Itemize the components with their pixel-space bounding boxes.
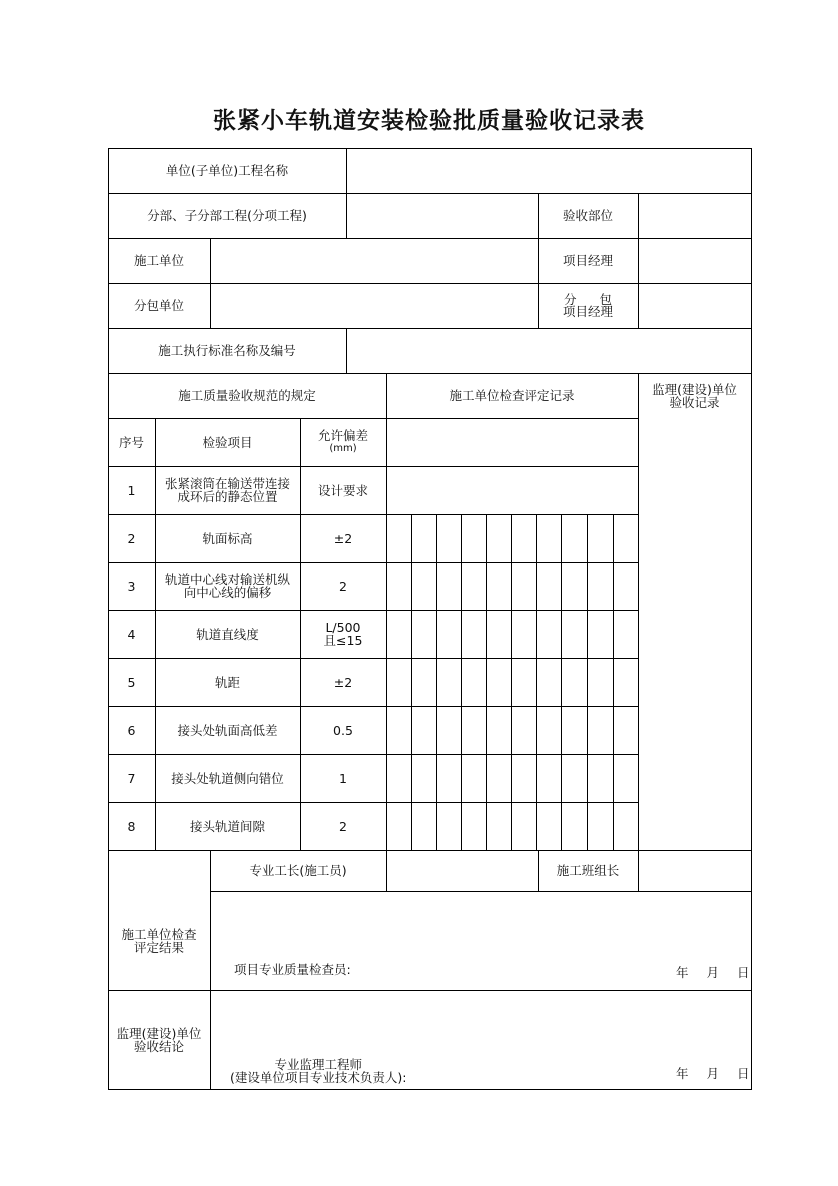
grid-line (538, 850, 539, 891)
row-item: 接头处轨面高低差 (177, 722, 278, 738)
row-tolerance: 2 (339, 818, 347, 834)
acceptance-part-label: 验收部位 (562, 208, 613, 223)
inspection-date (676, 963, 750, 981)
engineer-label: 专业监理工程师 (建设单位项目专业技术负责人): (230, 1057, 407, 1085)
check-record-label: 施工单位检查评定记录 (449, 388, 575, 403)
grid-line (108, 283, 751, 284)
grid-line (108, 193, 751, 194)
grid-line (210, 238, 211, 328)
grid-line (461, 514, 462, 850)
row-item: 轨道直线度 (196, 626, 259, 642)
grid-line (346, 193, 347, 238)
sub-manager-char-b: 包 (599, 291, 612, 307)
check-result-label: 施工单位检查 评定结果 (121, 926, 197, 955)
row-no: 3 (127, 578, 136, 594)
team-leader-label: 施工班组长 (556, 863, 620, 878)
division-label: 分部、子分部工程(分项工程) (147, 208, 307, 223)
day-label: 日 (737, 965, 750, 980)
project-name-label: 单位(子单位)工程名称 (165, 163, 289, 178)
grid-line (386, 373, 387, 850)
day-label: 日 (737, 1066, 750, 1081)
supervisor-record-label: 监理(建设)单位 验收记录 (652, 381, 737, 410)
year-label: 年 (676, 965, 689, 980)
grid-line (108, 1089, 752, 1090)
grid-line (108, 658, 638, 659)
col-tolerance-header (300, 418, 386, 466)
row-no: 6 (127, 722, 136, 738)
grid-line (108, 418, 638, 419)
sub-manager-char-a: 分 (563, 291, 577, 307)
col-no-header: 序号 (118, 434, 144, 450)
grid-line (587, 514, 588, 850)
row-item: 轨道中心线对输送机纵 向中心线的偏移 (164, 572, 290, 600)
grid-line (300, 418, 301, 850)
construction-unit-label: 施工单位 (133, 253, 184, 268)
grid-line (108, 850, 751, 851)
grid-line (108, 754, 638, 755)
spec-label: 施工质量验收规范的规定 (178, 388, 316, 403)
grid-line (108, 514, 638, 515)
grid-line (210, 891, 751, 892)
project-manager-label: 项目经理 (562, 253, 613, 268)
year-label: 年 (676, 1066, 689, 1081)
tolerance-label: 允许偏差 (317, 428, 368, 443)
grid-line (486, 514, 487, 850)
row-item: 接头轨道间隙 (189, 818, 265, 834)
grid-line (210, 850, 211, 1089)
grid-line (108, 238, 751, 239)
row-item: 轨距 (214, 674, 240, 690)
grid-line (108, 148, 109, 1089)
sub-manager-label (538, 283, 638, 328)
row-tolerance: 1 (339, 770, 347, 786)
row-tolerance: ±2 (333, 530, 353, 546)
col-item-header: 检验项目 (202, 434, 253, 450)
month-label: 月 (706, 965, 720, 980)
row-no: 8 (127, 818, 136, 834)
grid-line (108, 610, 638, 611)
row-tolerance: 0.5 (333, 722, 353, 738)
supervision-label: 监理(建设)单位 验收结论 (116, 1025, 202, 1054)
inspection-form (108, 148, 751, 1089)
grid-line (155, 418, 156, 850)
row-no: 5 (127, 674, 136, 690)
grid-line (538, 238, 539, 328)
inspector-label: 项目专业质量检查员: (234, 962, 351, 977)
grid-line (346, 328, 347, 373)
grid-line (346, 148, 347, 193)
row-item: 张紧滚筒在输送带连接 成环后的静态位置 (164, 476, 290, 504)
grid-line (386, 850, 387, 891)
grid-line (108, 562, 638, 563)
grid-line (108, 328, 751, 329)
grid-line (511, 514, 512, 850)
row-tolerance: 2 (339, 578, 347, 594)
grid-line (108, 373, 751, 374)
row-no: 1 (127, 482, 136, 498)
row-no: 4 (127, 626, 136, 642)
row-tolerance: ±2 (333, 674, 353, 690)
page-title: 张紧小车轨道安装检验批质量验收记录表 (213, 107, 645, 134)
grid-line (108, 802, 638, 803)
row-tolerance: 设计要求 (317, 482, 368, 498)
grid-line (108, 706, 638, 707)
grid-line (536, 514, 537, 850)
grid-line (638, 193, 639, 238)
standard-label: 施工执行标准名称及编号 (158, 343, 296, 358)
grid-line (561, 514, 562, 850)
row-item: 轨面标高 (202, 530, 253, 546)
grid-line (751, 148, 752, 1089)
supervision-date (676, 1064, 750, 1082)
grid-line (638, 850, 639, 891)
grid-line (638, 373, 639, 850)
grid-line (538, 193, 539, 238)
grid-line (613, 514, 614, 850)
grid-line (638, 238, 639, 328)
month-label: 月 (706, 1066, 720, 1081)
subcontractor-label: 分包单位 (133, 298, 184, 313)
grid-line (108, 466, 638, 467)
foreman-label: 专业工长(施工员) (249, 863, 347, 878)
row-item: 接头处轨道侧向错位 (171, 770, 284, 786)
grid-line (108, 148, 751, 149)
row-no: 2 (127, 530, 136, 546)
grid-line (436, 514, 437, 850)
grid-line (411, 514, 412, 850)
row-no: 7 (127, 770, 136, 786)
tolerance-unit: (mm) (329, 443, 357, 454)
row-tolerance: L/500 且≤15 (323, 620, 363, 648)
sub-manager-text: 项目经理 (562, 303, 613, 319)
grid-line (108, 990, 751, 991)
